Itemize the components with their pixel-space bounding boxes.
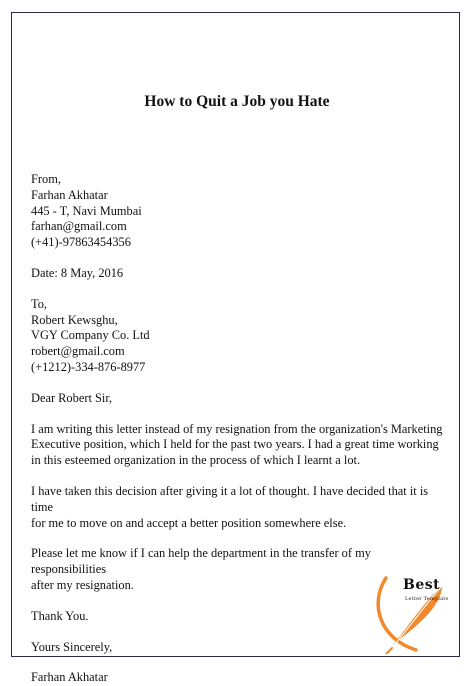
paragraph-line: Please let me know if I can help the department in the transfer of my responsibilities — [31, 546, 371, 577]
paragraph-line: in this esteemed organization in the process of which I learnt a lot. — [31, 453, 361, 468]
recipient-name: Robert Kewsghu, — [31, 312, 118, 327]
paragraph-2 — [31, 484, 446, 531]
recipient-phone: (+1212)-334-876-8977 — [31, 359, 146, 374]
to-label: To, — [31, 296, 47, 311]
thanks-line: Thank You. — [31, 608, 89, 623]
document-title: How to Quit a Job you Hate — [144, 93, 330, 110]
sender-phone: (+41)-97863454356 — [31, 235, 131, 250]
paragraph-line: for me to move on and accept a better position somewhere else. — [31, 515, 347, 530]
paragraph-line: I have taken this decision after giving it a lot of thought. I have decided that it is time — [31, 483, 429, 514]
paragraph-line: Executive position, which I held for the past two years. I had a great time working — [31, 437, 439, 452]
salutation: Dear Robert Sir, — [31, 390, 113, 405]
sender-block — [31, 172, 446, 251]
recipient-company: VGY Company Co. Ltd — [31, 328, 150, 343]
from-label: From, — [31, 172, 61, 186]
paragraph-line: after my resignation. — [31, 577, 134, 592]
signature-name: Farhan Akhatar — [31, 670, 108, 685]
sender-address: 445 - T, Navi Mumbai — [31, 203, 142, 218]
logo-subtitle: Letter Template — [405, 596, 449, 602]
letter-date: Date: 8 May, 2016 — [31, 265, 124, 280]
recipient-block — [31, 297, 446, 376]
recipient-email: robert@gmail.com — [31, 344, 125, 359]
logo-word: Best — [403, 577, 441, 593]
paragraph-line: I am writing this letter instead of my resignation from the organization's Marketing — [31, 421, 443, 436]
closing-line: Yours Sincerely, — [31, 639, 113, 654]
sender-email: farhan@gmail.com — [31, 219, 127, 234]
sender-name: Farhan Akhatar — [31, 187, 108, 202]
paragraph-1 — [31, 422, 446, 469]
